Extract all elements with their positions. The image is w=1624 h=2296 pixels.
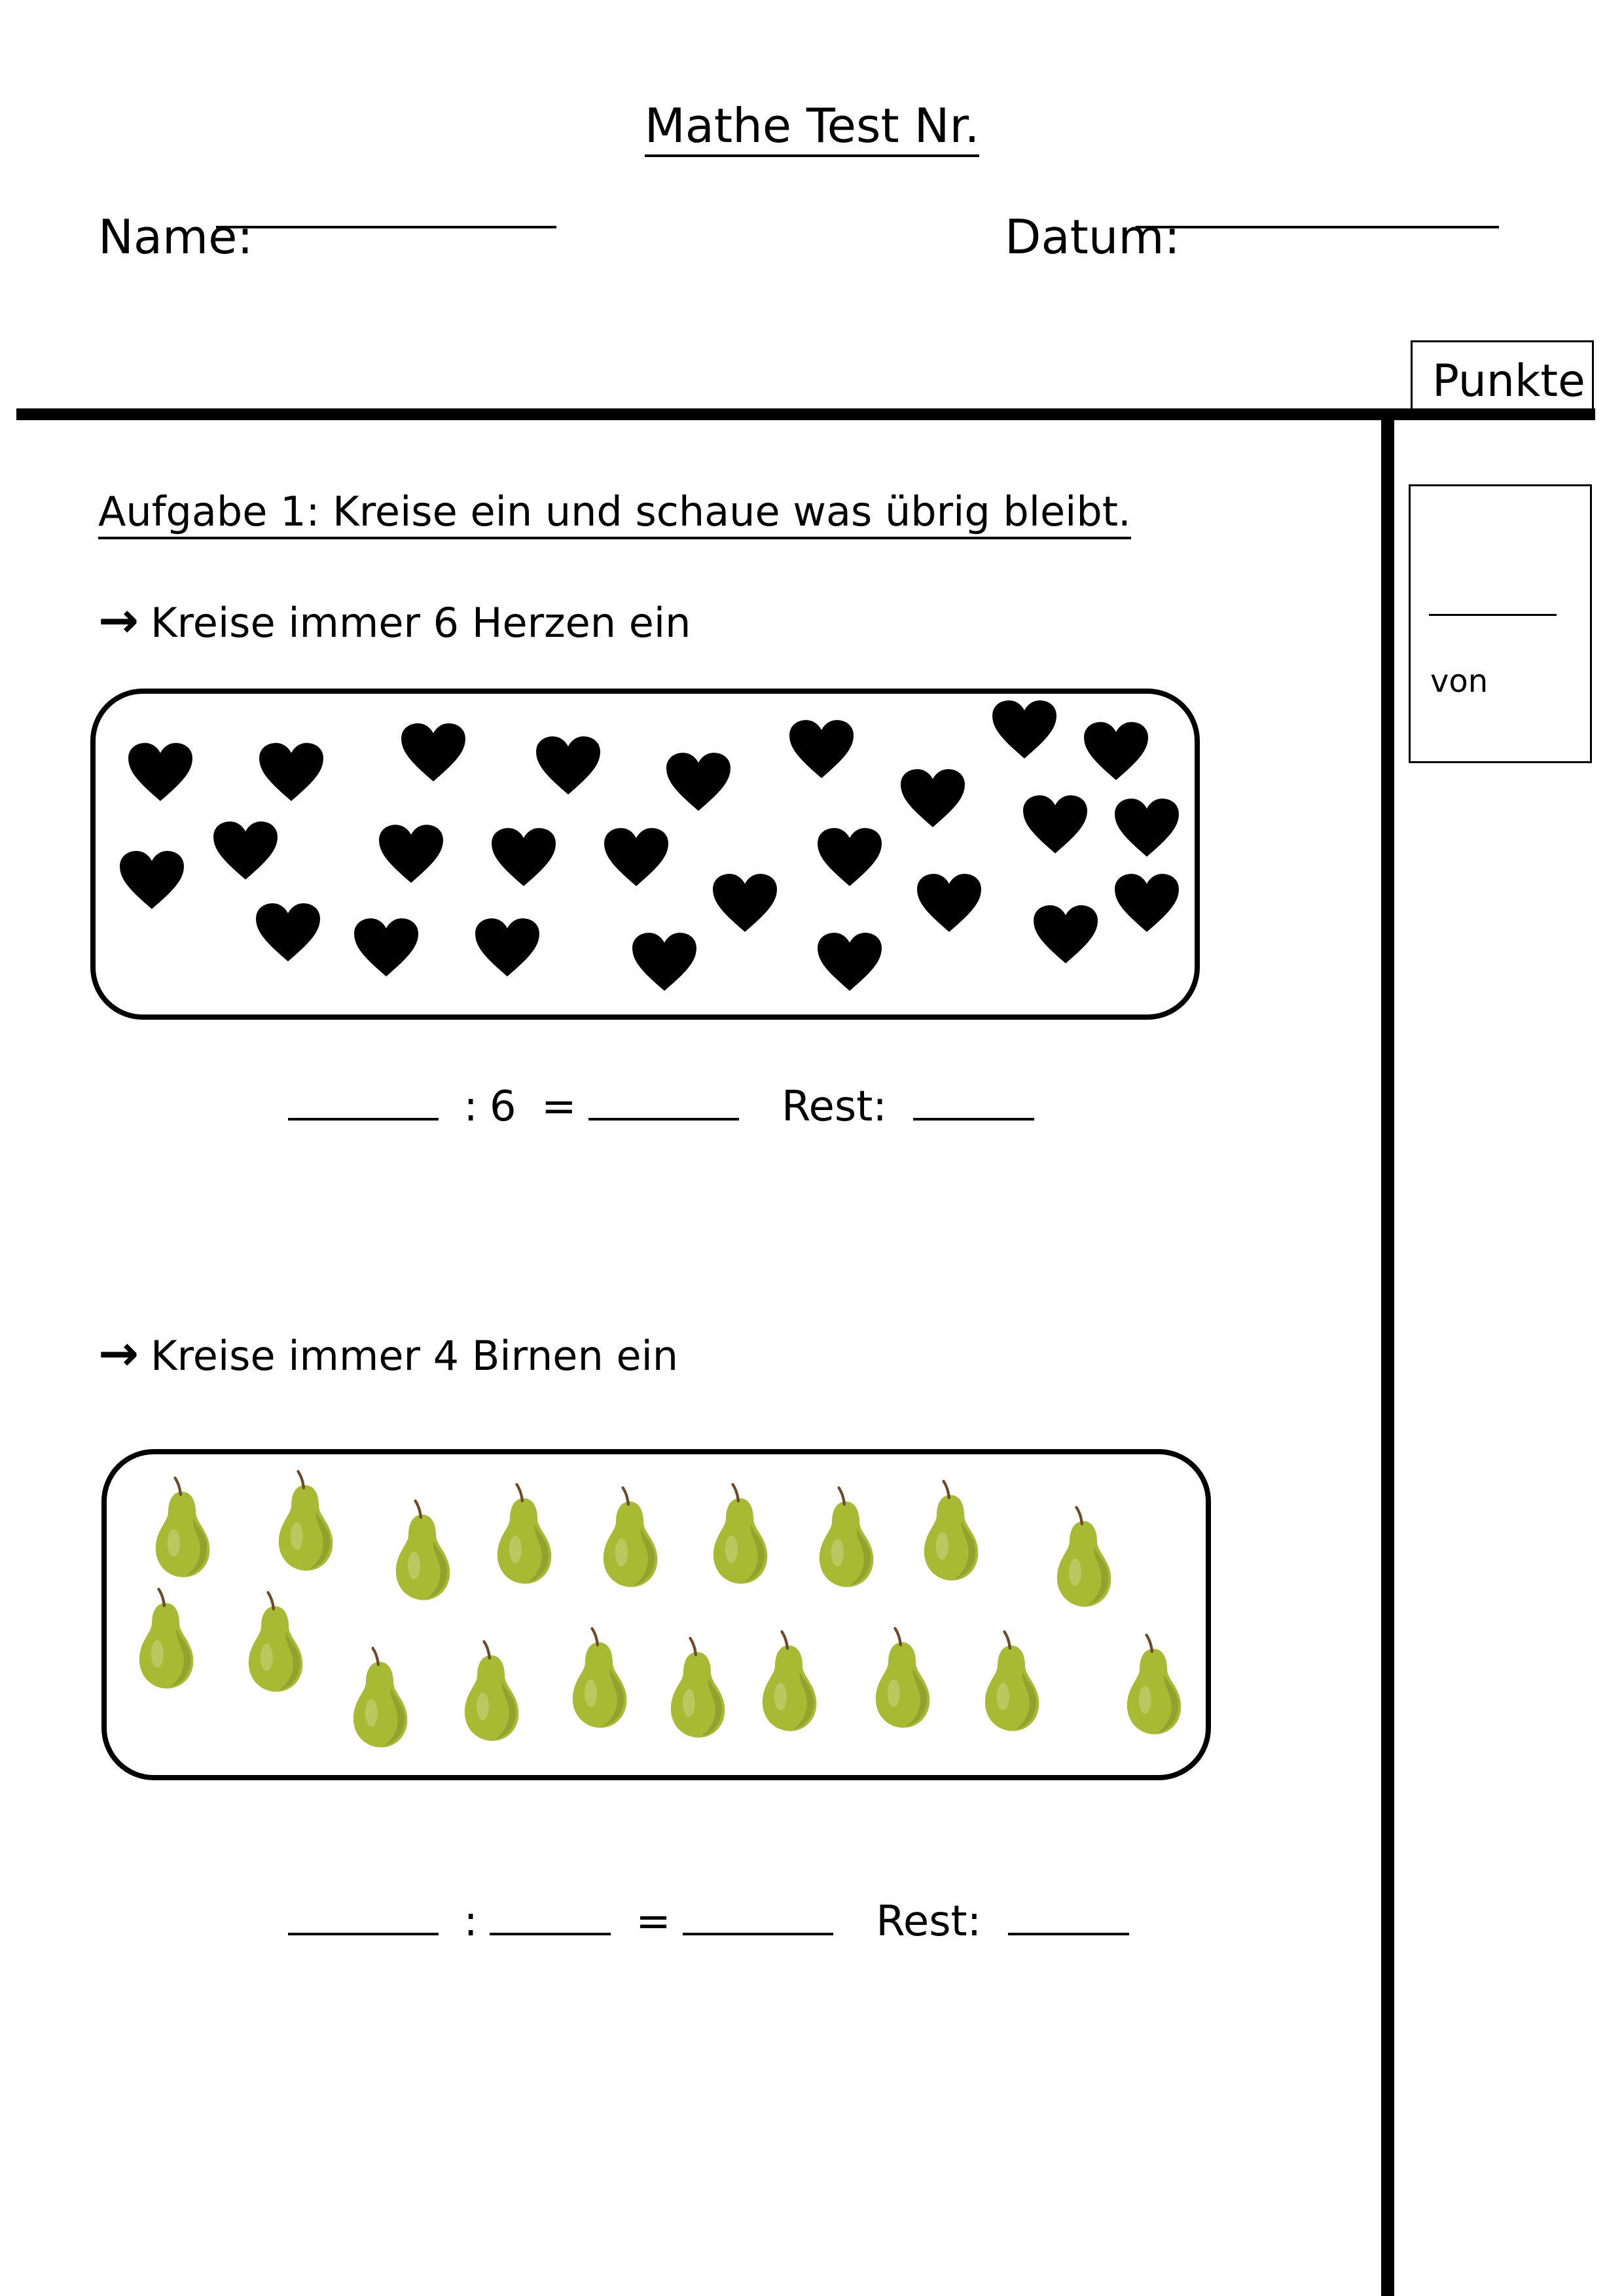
pear-icon [489,1483,558,1587]
divide-sign: : [463,1083,478,1131]
pear-icon [705,1483,774,1587]
pear-icon [131,1588,200,1691]
arrow-right-icon: → [98,592,139,649]
dividend-field[interactable] [288,1895,439,1935]
arrow-right-icon: → [98,1325,139,1382]
pear-icon [867,1627,937,1731]
equation-pears [288,1895,1129,1946]
pear-icon [916,1480,985,1583]
pear-icon [388,1499,457,1603]
points-label: Punkte [1432,355,1585,407]
pear-icon [456,1640,526,1744]
pear-icon [1049,1506,1118,1609]
pear-icon [564,1627,634,1731]
rest-label: Rest: [781,1083,887,1131]
divisor-value: 6 [489,1083,516,1131]
equals-sign: = [541,1083,577,1131]
task-heading: Aufgabe 1: Kreise ein und schaue was übrig bleibt. [98,488,1131,539]
pear-icon [595,1486,664,1590]
rest-label: Rest: [876,1897,982,1946]
instruction-hearts-text: Kreise immer 6 Herzen ein [151,599,691,647]
pear-icon [977,1630,1046,1734]
quotient-field[interactable] [683,1895,833,1935]
name-label: Name: [98,209,253,264]
page-title-text: Mathe Test Nr. [645,98,980,157]
pear-icon [345,1647,414,1750]
date-label: Datum: [1005,209,1180,264]
pear-icon [754,1630,823,1734]
divide-sign: : [463,1897,478,1946]
pear-icon [811,1486,880,1590]
divisor-field[interactable] [490,1895,611,1935]
pear-icon [240,1591,310,1695]
pear-icon [147,1477,217,1580]
pear-icon [1119,1634,1188,1737]
instruction-pears-text: Kreise immer 4 Birnen ein [151,1332,679,1380]
equals-sign: = [636,1897,671,1946]
pear-icon [662,1637,732,1740]
of-label: von [1430,663,1489,700]
pear-icon [270,1470,340,1573]
rest-field[interactable] [1008,1895,1129,1935]
